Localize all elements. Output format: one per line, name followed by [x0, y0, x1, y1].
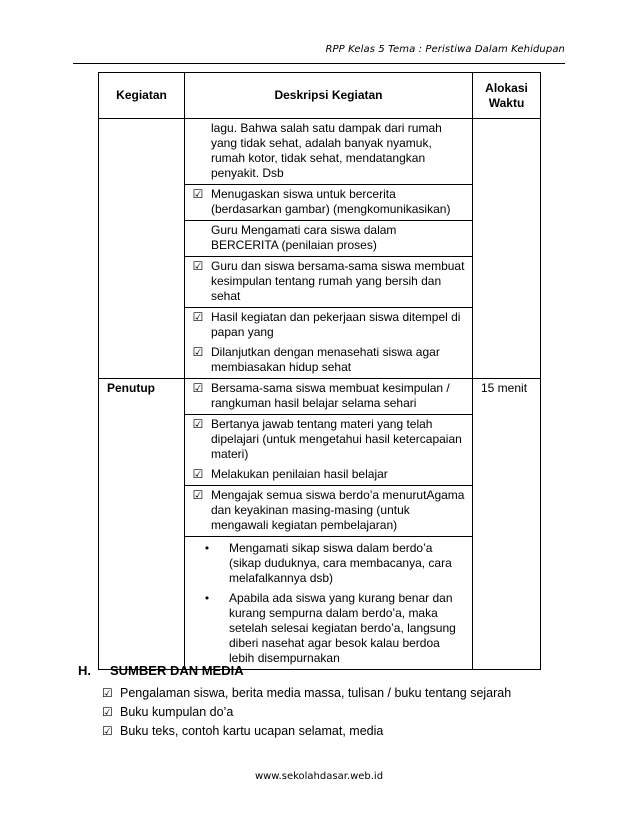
cell-text: Bertanya jawab tentang materi yang telah dipelajari (untuk mengetahui hasil ketercapaian materi)	[211, 417, 462, 461]
list-item-text: Pengalaman siswa, berita media massa, tulisan / buku tentang sejarah	[120, 686, 512, 700]
header-alokasi: Alokasi Waktu	[473, 73, 541, 119]
table-row	[99, 379, 541, 415]
check-icon: ☑	[192, 381, 204, 395]
cell-text: Mengajak semua siswa berdo’a menurutAgama dan keyakinan masing-masing (untuk mengawali kegiatan pembelajaran)	[211, 488, 465, 532]
list-item	[102, 684, 511, 703]
cell-text: Guru dan siswa bersama-sama siswa membuat kesimpulan tentang rumah yang bersih dan sehat	[211, 259, 465, 303]
check-icon: ☑	[192, 345, 204, 359]
check-icon: ☑	[102, 686, 113, 700]
header-kegiatan: Kegiatan	[99, 73, 185, 119]
check-icon	[185, 121, 211, 181]
check-icon: ☑	[192, 187, 204, 201]
list-item-text: Buku teks, contoh kartu ucapan selamat, media	[120, 724, 384, 738]
check-icon	[185, 223, 211, 253]
cell-text: Melakukan penilaian hasil belajar	[211, 467, 388, 481]
list-item	[102, 722, 511, 741]
cell-text: lagu. Bahwa salah satu dampak dari rumah yang tidak sehat, adalah banyak nyamuk, rumah kotor, tidak sehat, mendatangkan penyakit. Dsb	[211, 121, 442, 180]
cell-text: Menugaskan siswa untuk bercerita (berdasarkan gambar) (mengkomunikasikan)	[211, 187, 451, 216]
list-item-text: Buku kumpulan do’a	[120, 705, 234, 719]
running-header: RPP Kelas 5 Tema : Peristiwa Dalam Kehidupan	[325, 44, 565, 55]
table-header-row	[99, 73, 541, 119]
cell-text: Guru Mengamati cara siswa dalam BERCERITA (penilaian proses)	[211, 223, 397, 252]
check-icon: ☑	[102, 724, 113, 738]
check-icon: ☑	[192, 259, 204, 273]
check-icon: ☑	[192, 310, 204, 324]
header-deskripsi: Deskripsi Kegiatan	[185, 73, 473, 119]
section-number: H.	[78, 663, 91, 678]
section-title: SUMBER DAN MEDIA	[110, 663, 244, 678]
sources-list	[102, 684, 511, 741]
list-item	[102, 703, 511, 722]
check-icon: ☑	[102, 705, 113, 719]
section-h-heading	[78, 663, 244, 678]
header-rule	[73, 63, 565, 64]
stage-cell-empty	[99, 119, 185, 379]
check-icon: ☑	[192, 417, 204, 431]
check-icon: ☑	[192, 488, 204, 502]
cell-text: Dilanjutkan dengan menasehati siswa agar membiasakan hidup sehat	[211, 345, 440, 374]
bullet-icon: •	[203, 592, 211, 605]
cell-text: Apabila ada siswa yang kurang benar dan kurang sempurna dalam berdo’a, maka setelah selesai kegiatan berdo’a, langsung diberi nasehat agar besok kalau berdoa lebih disempurnakan	[229, 591, 456, 665]
cell-text: Hasil kegiatan dan pekerjaan siswa ditempel di papan yang	[211, 310, 461, 339]
stage-penutup: Penutup	[99, 379, 185, 670]
time-allocation: 15 menit	[473, 379, 541, 670]
activity-table	[98, 72, 541, 670]
cell-text: Bersama-sama siswa membuat kesimpulan / rangkuman hasil belajar selama sehari	[211, 381, 450, 410]
table-row	[99, 119, 541, 185]
bullet-icon: •	[203, 542, 211, 555]
cell-text: Mengamati sikap siswa dalam berdo’a (sikap duduknya, cara membacanya, cara melafalkannya dsb)	[229, 541, 452, 585]
time-cell-empty	[473, 119, 541, 379]
footer-url: www.sekolahdasar.web.id	[254, 771, 384, 782]
check-icon: ☑	[192, 467, 204, 481]
